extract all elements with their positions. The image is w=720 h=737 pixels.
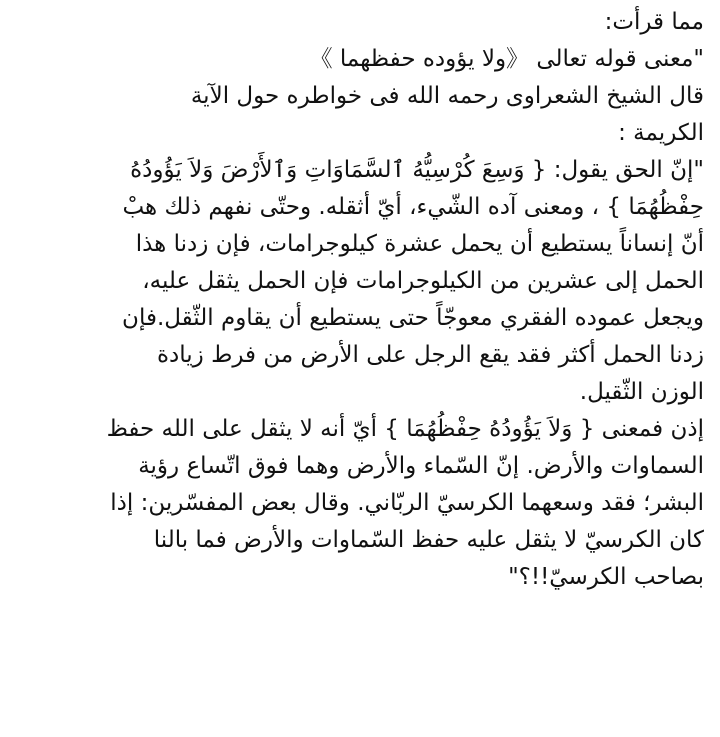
text-line: الكريمة : [618, 120, 704, 146]
text-line: زدنا الحمل أكثر فقد يقع الرجل على الأرض من فرط زيادة [156, 342, 704, 368]
text-line: أنّ إنساناً يستطيع أن يحمل عشرة كيلوجرامات، فإن زدنا هذا [135, 231, 704, 257]
text-line: مما قرأت: [604, 9, 704, 35]
text-line: كان الكرسيّ لا يثقل عليه حفظ السّماوات والأرض فما بالنا [153, 527, 704, 553]
text-line: ويجعل عموده الفقري معوجّاً حتى يستطيع أن يقاوم الثّقل.فإن [122, 305, 704, 331]
text-line: بصاحب الكرسيّ!!؟" [508, 564, 704, 590]
text-line: السماوات والأرض. إنّ السّماء والأرض وهما فوق اتّساع رؤية [138, 453, 704, 479]
text-line: قال الشيخ الشعراوى رحمه الله فى خواطره حول الآية [190, 83, 704, 109]
text-line: البشر؛ فقد وسعهما الكرسيّ الربّاني. وقال بعض المفسّرين: إذا [110, 490, 704, 516]
text-line: حِفْظُهُمَا } ، ومعنى آده الشّيء، أيّ أثقله. وحتّى نفهم ذلك هبْ [122, 194, 704, 220]
text-line: "معنى قوله تعالى 《ولا يؤوده حفظهما 》 [309, 46, 704, 72]
text-line: الحمل إلى عشرين من الكيلوجرامات فإن الحمل يثقل عليه، [142, 268, 704, 294]
text-line: إذن فمعنى { وَلاَ يَؤُودُهُ حِفْظُهُمَا } أيّ أنه لا يثقل على الله حفظ [106, 416, 704, 442]
text-line: "إنّ الحق يقول: { وَسِعَ كُرْسِيُّهُ ٱلسَّمَاوَاتِ وَٱلأَرْضَ وَلاَ يَؤُودُهُ [130, 157, 704, 183]
text-line: الوزن الثّقيل. [579, 379, 704, 405]
